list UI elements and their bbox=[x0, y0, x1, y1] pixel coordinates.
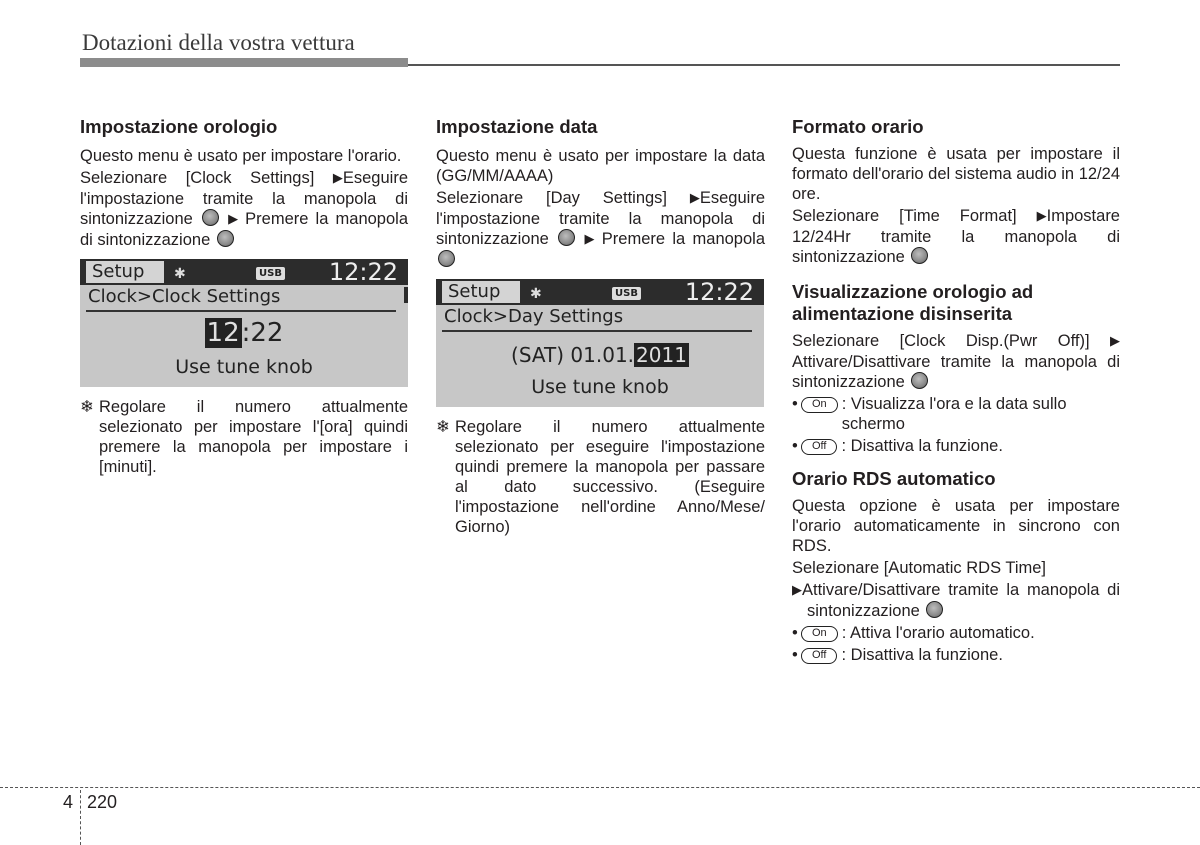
instruction-paragraph bbox=[436, 188, 765, 270]
date-value: (SAT) 01.01. bbox=[511, 343, 635, 367]
screen-clock: 12:22 bbox=[328, 259, 398, 286]
instruction-text: Premere la manopola di sintonizzazione bbox=[80, 210, 408, 249]
screen-hint: Use tune knob bbox=[175, 356, 313, 378]
list-item bbox=[792, 645, 1120, 665]
note-text: Regolare il numero attualmente selezionato per eseguire l'impostazione quindi premere la manopola per passare al dato successivo. (Eseguire l'impostazione nell'ordine Anno/Mese/ Giorno) bbox=[455, 418, 765, 536]
arrow-right-icon: ▶ bbox=[792, 582, 802, 597]
screen-hint: Use tune knob bbox=[531, 376, 669, 398]
footer-vertical-rule bbox=[80, 790, 81, 845]
list-item bbox=[792, 436, 1120, 456]
bullet: • bbox=[792, 437, 798, 455]
arrow-right-icon: ▶ bbox=[228, 211, 239, 226]
arrow-right-icon: ▶ bbox=[1110, 333, 1120, 348]
instruction-text: Selezionare [Clock Disp.(Pwr Off)] bbox=[792, 332, 1110, 350]
screen-clock: 12:22 bbox=[684, 279, 754, 306]
page-number: 220 bbox=[87, 792, 118, 812]
section-clock-settings bbox=[80, 116, 408, 477]
option-description: : Disattiva la funzione. bbox=[841, 646, 1003, 664]
screen-scroll-edge bbox=[404, 287, 408, 303]
usb-badge: USB bbox=[612, 287, 641, 300]
year-highlight: 2011 bbox=[636, 343, 687, 367]
bullet: • bbox=[792, 395, 798, 413]
paragraph: Selezionare [Automatic RDS Time] bbox=[792, 559, 1047, 577]
option-description: : Visualizza l'ora e la data sullo schermo bbox=[841, 395, 1067, 433]
instruction-paragraph bbox=[80, 168, 408, 250]
minutes-value: :22 bbox=[241, 318, 284, 348]
day-settings-screen bbox=[436, 279, 764, 407]
instruction-text: Eseguire l'impostazione tramite la manopola di sintonizzazione bbox=[436, 189, 765, 248]
section-heading: Impostazione orologio bbox=[80, 116, 278, 137]
bullet: • bbox=[792, 646, 798, 664]
usb-badge: USB bbox=[256, 267, 285, 280]
note-text: Regolare il numero attualmente selezionato per impostare l'[ora] quindi premere la manopola per impostare i [minuti]. bbox=[99, 398, 408, 476]
tune-knob-icon bbox=[911, 247, 928, 264]
section-heading: Visualizzazione orologio ad alimentazione disinserita bbox=[792, 281, 1034, 324]
section-heading: Orario RDS automatico bbox=[792, 468, 996, 489]
bluetooth-icon: ✱ bbox=[530, 286, 542, 302]
instruction-text: Selezionare [Clock Settings] bbox=[80, 169, 333, 187]
option-description: : Attiva l'orario automatico. bbox=[841, 624, 1035, 642]
snowflake-icon: ❄ bbox=[80, 398, 94, 416]
arrow-right-icon: ▶ bbox=[689, 190, 700, 205]
bullet: • bbox=[792, 624, 798, 642]
note bbox=[80, 397, 408, 477]
tune-knob-icon bbox=[438, 250, 455, 267]
note bbox=[436, 417, 765, 537]
section-heading: Impostazione data bbox=[436, 116, 598, 137]
section-heading: Formato orario bbox=[792, 116, 924, 137]
instruction-text: Attivare/Disattivare tramite la manopola di sintonizzazione bbox=[792, 353, 1120, 391]
bluetooth-icon: ✱ bbox=[174, 266, 186, 282]
screen-divider bbox=[86, 310, 396, 312]
section-time-options bbox=[792, 116, 1120, 665]
clock-settings-screen bbox=[80, 259, 408, 387]
instruction-text: Selezionare [Day Settings] bbox=[436, 189, 690, 207]
screen-menu-path: Clock>Clock Settings bbox=[88, 286, 281, 307]
paragraph: Questa opzione è usata per impostare l'orario automaticamente in sincrono con RDS. bbox=[792, 497, 1120, 555]
option-description: : Disattiva la funzione. bbox=[841, 437, 1003, 455]
on-badge: On bbox=[801, 397, 838, 413]
chapter-number: 4 bbox=[63, 792, 74, 812]
instruction-text: Attivare/Disattivare tramite la manopola di sintonizzazione bbox=[802, 581, 1120, 620]
instruction-paragraph bbox=[792, 331, 1120, 392]
tune-knob-icon bbox=[558, 229, 575, 246]
tune-knob-icon bbox=[926, 601, 943, 618]
instruction-text: Impostare 12/24Hr tramite la manopola di sintonizzazione bbox=[792, 207, 1120, 266]
screen-menu-path: Clock>Day Settings bbox=[444, 306, 624, 327]
list-item bbox=[792, 623, 1120, 643]
instruction-text: Premere la manopola bbox=[594, 230, 765, 248]
screen-setup-tab: Setup bbox=[86, 261, 164, 283]
footer-dashed-rule bbox=[0, 787, 1200, 788]
hour-highlight: 12 bbox=[206, 318, 240, 348]
paragraph: Questo menu è usato per impostare l'orario. bbox=[80, 147, 402, 165]
arrow-right-icon: ▶ bbox=[332, 170, 343, 185]
arrow-right-icon: ▶ bbox=[584, 231, 595, 246]
instruction-text: Selezionare [Time Format] bbox=[792, 207, 1037, 225]
tune-knob-icon bbox=[217, 230, 234, 247]
header-bar bbox=[80, 58, 408, 67]
paragraph: Questo menu è usato per impostare la data (GG/MM/AAAA) bbox=[436, 147, 765, 185]
on-badge: On bbox=[801, 626, 838, 642]
instruction-text: Eseguire l'impostazione tramite la manopola di sintonizzazione bbox=[80, 169, 408, 228]
screen-date-value bbox=[436, 345, 764, 365]
section-day-settings bbox=[436, 116, 765, 537]
snowflake-icon: ❄ bbox=[436, 418, 450, 436]
arrow-right-icon: ▶ bbox=[1036, 208, 1047, 223]
list-item bbox=[792, 394, 1120, 434]
off-badge: Off bbox=[801, 439, 837, 455]
instruction-paragraph bbox=[792, 206, 1120, 267]
tune-knob-icon bbox=[202, 209, 219, 226]
off-badge: Off bbox=[801, 648, 837, 664]
header-rule bbox=[408, 64, 1120, 66]
tune-knob-icon bbox=[911, 372, 928, 389]
screen-time-value bbox=[80, 318, 408, 348]
screen-setup-tab: Setup bbox=[442, 281, 520, 303]
screen-divider bbox=[442, 330, 752, 332]
page-header-title: Dotazioni della vostra vettura bbox=[82, 30, 355, 55]
instruction-paragraph bbox=[792, 580, 1120, 621]
paragraph: Questa funzione è usata per impostare il formato dell'orario del sistema audio in 12/24 ore. bbox=[792, 145, 1120, 203]
